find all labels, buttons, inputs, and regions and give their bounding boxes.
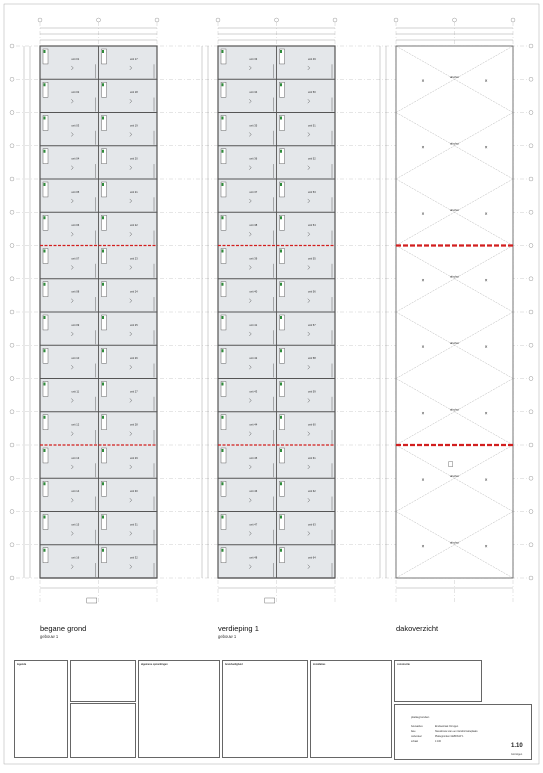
roof-slope-label: afschot bbox=[449, 74, 460, 79]
grid-bubble bbox=[529, 443, 533, 447]
roof-slope-label: afschot bbox=[449, 540, 460, 545]
accent-marker bbox=[280, 183, 282, 186]
unit-label-right: unit 25 bbox=[129, 323, 138, 327]
accent-marker bbox=[44, 150, 46, 153]
accent-marker bbox=[102, 482, 104, 485]
grid-bubble bbox=[529, 576, 533, 580]
accent-marker bbox=[44, 482, 46, 485]
roof-drain-icon: × bbox=[421, 411, 425, 418]
plan-title-roof: dakoverzicht bbox=[396, 624, 439, 633]
accent-marker bbox=[222, 349, 224, 352]
accent-marker bbox=[280, 283, 282, 286]
unit-label-left: unit 02 bbox=[71, 91, 80, 95]
unit-label-left: unit 05 bbox=[71, 190, 80, 194]
accent-marker bbox=[102, 316, 104, 319]
roof-drain-icon: × bbox=[421, 544, 425, 551]
unit-label-left: unit 15 bbox=[71, 523, 80, 527]
accent-marker bbox=[44, 383, 46, 386]
grid-bubble bbox=[10, 343, 14, 347]
accent-marker bbox=[44, 316, 46, 319]
accent-marker bbox=[102, 516, 104, 519]
accent-marker bbox=[44, 349, 46, 352]
accent-marker bbox=[222, 482, 224, 485]
unit-label-right: unit 31 bbox=[129, 523, 138, 527]
roof-drain-icon: × bbox=[484, 344, 488, 351]
label-scale: schaal bbox=[411, 740, 418, 743]
grid-bubble bbox=[10, 210, 14, 214]
accent-marker bbox=[222, 283, 224, 286]
unit-label-right: unit 55 bbox=[307, 257, 316, 261]
grid-bubble bbox=[529, 510, 533, 514]
roof-drain-icon: × bbox=[421, 344, 425, 351]
grid-bubble bbox=[529, 244, 533, 248]
grid-bubble bbox=[10, 310, 14, 314]
roof-slope-label: afschot bbox=[449, 473, 460, 478]
unit-label-left: unit 36 bbox=[249, 157, 258, 161]
unit-label-right: unit 20 bbox=[129, 157, 138, 161]
notes-title-4: constructie bbox=[397, 663, 410, 666]
roof-slope-label: afschot bbox=[449, 340, 460, 345]
grid-bubble bbox=[453, 18, 457, 22]
unit-label-left: unit 04 bbox=[71, 157, 80, 161]
unit-label-right: unit 26 bbox=[129, 357, 138, 361]
roof-drain-icon: × bbox=[421, 278, 425, 285]
accent-marker bbox=[222, 383, 224, 386]
notes-title-3: installaties bbox=[313, 663, 326, 666]
unit-label-right: unit 50 bbox=[307, 91, 316, 95]
unit-label-left: unit 46 bbox=[249, 490, 258, 494]
roof-drain-icon: × bbox=[484, 544, 488, 551]
roof-drain-icon: × bbox=[484, 211, 488, 218]
accent-marker bbox=[102, 416, 104, 419]
unit-label-right: unit 58 bbox=[307, 357, 316, 361]
accent-marker bbox=[102, 83, 104, 86]
legend-title: legenda bbox=[17, 663, 27, 666]
unit-label-right: unit 21 bbox=[129, 190, 138, 194]
value-drawing: Plattegronden GEBOUW 1 bbox=[435, 735, 464, 738]
grid-bubble bbox=[529, 144, 533, 148]
accent-marker bbox=[44, 216, 46, 219]
legend-panel bbox=[14, 660, 68, 758]
grid-bubble bbox=[529, 177, 533, 181]
unit-label-right: unit 27 bbox=[129, 390, 138, 394]
plan-subtitle-ground: gebouw 1 bbox=[40, 634, 59, 639]
unit-label-right: unit 52 bbox=[307, 157, 316, 161]
roof-drain-icon: × bbox=[421, 145, 425, 152]
unit-label-left: unit 08 bbox=[71, 290, 80, 294]
legend-lines-panel bbox=[70, 703, 136, 758]
grid-bubble bbox=[10, 543, 14, 547]
accent-marker bbox=[280, 482, 282, 485]
notes-panel-1 bbox=[138, 660, 220, 758]
grid-bubble bbox=[38, 18, 42, 22]
unit-label-right: unit 28 bbox=[129, 423, 138, 427]
grid-bubble bbox=[10, 510, 14, 514]
grid-bubble bbox=[529, 310, 533, 314]
roof-slope-label: afschot bbox=[449, 141, 460, 146]
accent-marker bbox=[280, 83, 282, 86]
unit-label-left: unit 39 bbox=[249, 257, 258, 261]
plan-subtitle-first: gebouw 1 bbox=[218, 634, 237, 639]
accent-marker bbox=[280, 316, 282, 319]
unit-label-left: unit 35 bbox=[249, 124, 258, 128]
roof-slope-label: afschot bbox=[449, 407, 460, 412]
unit-label-right: unit 24 bbox=[129, 290, 138, 294]
grid-bubble bbox=[10, 111, 14, 115]
accent-marker bbox=[280, 516, 282, 519]
grid-bubble bbox=[333, 18, 337, 22]
accent-marker bbox=[102, 349, 104, 352]
unit-label-left: unit 12 bbox=[71, 423, 80, 427]
unit-label-left: unit 48 bbox=[249, 556, 258, 560]
accent-marker bbox=[222, 516, 224, 519]
accent-marker bbox=[102, 150, 104, 153]
unit-label-left: unit 13 bbox=[71, 456, 80, 460]
unit-label-right: unit 19 bbox=[129, 124, 138, 128]
unit-label-right: unit 18 bbox=[129, 91, 138, 95]
notes-panel-3 bbox=[310, 660, 392, 758]
accent-marker bbox=[280, 449, 282, 452]
accent-marker bbox=[222, 449, 224, 452]
grid-bubble bbox=[10, 443, 14, 447]
unit-label-right: unit 61 bbox=[307, 456, 316, 460]
unit-label-left: unit 37 bbox=[249, 190, 258, 194]
grid-bubble bbox=[10, 277, 14, 281]
grid-bubble bbox=[529, 77, 533, 81]
unit-label-left: unit 03 bbox=[71, 124, 80, 128]
roof-drain-icon: × bbox=[421, 78, 425, 85]
accent-marker bbox=[280, 150, 282, 153]
grid-bubble bbox=[529, 343, 533, 347]
unit-label-right: unit 17 bbox=[129, 57, 138, 61]
title-block bbox=[394, 704, 532, 760]
unit-label-right: unit 53 bbox=[307, 190, 316, 194]
grid-bubble bbox=[511, 18, 515, 22]
unit-label-left: unit 11 bbox=[71, 390, 80, 394]
grid-bubble bbox=[10, 410, 14, 414]
accent-marker bbox=[102, 250, 104, 253]
grid-bubble bbox=[10, 44, 14, 48]
unit-label-right: unit 54 bbox=[307, 224, 316, 228]
accent-marker bbox=[102, 549, 104, 552]
accent-marker bbox=[222, 316, 224, 319]
unit-label-left: unit 01 bbox=[71, 57, 80, 61]
roof-drain-icon: × bbox=[421, 211, 425, 218]
unit-label-right: unit 22 bbox=[129, 224, 138, 228]
unit-label-right: unit 49 bbox=[307, 57, 316, 61]
unit-label-right: unit 60 bbox=[307, 423, 316, 427]
accent-marker bbox=[44, 549, 46, 552]
grid-bubble bbox=[529, 377, 533, 381]
unit-label-left: unit 07 bbox=[71, 257, 80, 261]
accent-marker bbox=[280, 349, 282, 352]
unit-label-left: unit 44 bbox=[249, 423, 258, 427]
notes-panel-2 bbox=[222, 660, 308, 758]
grid-bubble bbox=[275, 18, 279, 22]
roof-drain-icon: × bbox=[484, 278, 488, 285]
unit-label-left: unit 16 bbox=[71, 556, 80, 560]
accent-marker bbox=[280, 50, 282, 53]
accent-marker bbox=[222, 83, 224, 86]
accent-marker bbox=[44, 449, 46, 452]
accent-marker bbox=[222, 150, 224, 153]
grid-bubble bbox=[529, 543, 533, 547]
unit-label-right: unit 30 bbox=[129, 490, 138, 494]
unit-label-right: unit 63 bbox=[307, 523, 316, 527]
north-arrow-icon bbox=[265, 598, 275, 603]
accent-marker bbox=[102, 117, 104, 120]
plan-title-ground: begane grond bbox=[40, 624, 87, 633]
notes-panel-4 bbox=[394, 660, 482, 702]
grid-bubble bbox=[97, 18, 101, 22]
accent-marker bbox=[222, 416, 224, 419]
grid-bubble bbox=[529, 210, 533, 214]
notes-title-1: algemene opmerkingen bbox=[141, 663, 168, 666]
roof-slope-label: afschot bbox=[449, 274, 460, 279]
accent-marker bbox=[44, 416, 46, 419]
unit-label-left: unit 38 bbox=[249, 224, 258, 228]
unit-label-right: unit 62 bbox=[307, 490, 316, 494]
accent-marker bbox=[222, 250, 224, 253]
accent-marker bbox=[102, 216, 104, 219]
accent-marker bbox=[280, 416, 282, 419]
accent-marker bbox=[280, 250, 282, 253]
unit-label-left: unit 42 bbox=[249, 357, 258, 361]
value-scale: 1:100 bbox=[435, 740, 441, 743]
grid-bubble bbox=[216, 18, 220, 22]
roof-drain-icon: × bbox=[484, 78, 488, 85]
roof-hatch-icon bbox=[449, 462, 453, 467]
roof-drain-icon: × bbox=[484, 477, 488, 484]
grid-bubble bbox=[10, 476, 14, 480]
unit-label-left: unit 43 bbox=[249, 390, 258, 394]
unit-label-left: unit 47 bbox=[249, 523, 258, 527]
accent-marker bbox=[222, 549, 224, 552]
unit-label-right: unit 64 bbox=[307, 556, 316, 560]
unit-label-left: unit 41 bbox=[249, 323, 258, 327]
unit-label-left: unit 14 bbox=[71, 490, 80, 494]
accent-marker bbox=[222, 50, 224, 53]
unit-label-left: unit 34 bbox=[249, 91, 258, 95]
unit-label-left: unit 06 bbox=[71, 224, 80, 228]
unit-label-right: unit 59 bbox=[307, 390, 316, 394]
grid-bubble bbox=[155, 18, 159, 22]
value-phase: Nieuwbouw van een transformatieplaats bbox=[435, 730, 478, 733]
grid-bubble bbox=[529, 476, 533, 480]
unit-label-left: unit 40 bbox=[249, 290, 258, 294]
notes-title-2: brandveiligheid bbox=[225, 663, 243, 666]
accent-marker bbox=[44, 83, 46, 86]
grid-bubble bbox=[529, 410, 533, 414]
grid-bubble bbox=[10, 177, 14, 181]
accent-marker bbox=[222, 183, 224, 186]
unit-label-right: unit 23 bbox=[129, 257, 138, 261]
grid-bubble bbox=[10, 244, 14, 248]
label-drawing: onderdeel bbox=[411, 735, 422, 738]
unit-label-right: unit 32 bbox=[129, 556, 138, 560]
label-phase: fase bbox=[411, 730, 416, 733]
accent-marker bbox=[44, 117, 46, 120]
accent-marker bbox=[102, 283, 104, 286]
unit-label-left: unit 09 bbox=[71, 323, 80, 327]
accent-marker bbox=[44, 283, 46, 286]
grid-bubble bbox=[10, 77, 14, 81]
legend-symbols-panel bbox=[70, 660, 136, 702]
unit-label-left: unit 10 bbox=[71, 357, 80, 361]
unit-label-right: unit 29 bbox=[129, 456, 138, 460]
title-block-header: plattegronden bbox=[411, 715, 430, 719]
grid-bubble bbox=[529, 44, 533, 48]
roof-outline bbox=[396, 46, 513, 578]
unit-label-left: unit 33 bbox=[249, 57, 258, 61]
accent-marker bbox=[102, 183, 104, 186]
accent-marker bbox=[280, 117, 282, 120]
unit-label-left: unit 45 bbox=[249, 456, 258, 460]
grid-bubble bbox=[394, 18, 398, 22]
roof-slope-label: afschot bbox=[449, 207, 460, 212]
accent-marker bbox=[102, 383, 104, 386]
accent-marker bbox=[222, 117, 224, 120]
label-project: bouwadres bbox=[411, 725, 423, 728]
accent-marker bbox=[102, 449, 104, 452]
accent-marker bbox=[44, 50, 46, 53]
unit-label-right: unit 51 bbox=[307, 124, 316, 128]
grid-bubble bbox=[10, 144, 14, 148]
value-project: Eindsestraat Oorugen bbox=[435, 725, 459, 728]
roof-drain-icon: × bbox=[484, 411, 488, 418]
company-name: Groningen bbox=[511, 753, 523, 756]
roof-drain-icon: × bbox=[421, 477, 425, 484]
unit-label-right: unit 56 bbox=[307, 290, 316, 294]
north-arrow-icon bbox=[87, 598, 97, 603]
accent-marker bbox=[44, 183, 46, 186]
plan-title-first: verdieping 1 bbox=[218, 624, 259, 633]
grid-bubble bbox=[10, 377, 14, 381]
accent-marker bbox=[280, 383, 282, 386]
grid-bubble bbox=[529, 277, 533, 281]
unit-label-right: unit 57 bbox=[307, 323, 316, 327]
accent-marker bbox=[222, 216, 224, 219]
accent-marker bbox=[102, 50, 104, 53]
grid-bubble bbox=[10, 576, 14, 580]
accent-marker bbox=[44, 250, 46, 253]
accent-marker bbox=[44, 516, 46, 519]
accent-marker bbox=[280, 216, 282, 219]
roof-drain-icon: × bbox=[484, 145, 488, 152]
sheet-number: 1.10 bbox=[511, 743, 523, 749]
grid-bubble bbox=[529, 111, 533, 115]
accent-marker bbox=[280, 549, 282, 552]
